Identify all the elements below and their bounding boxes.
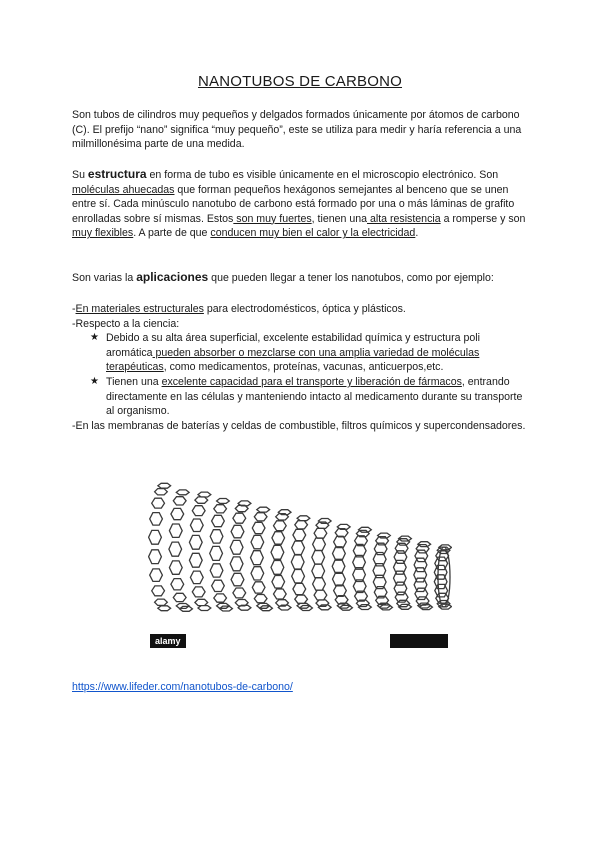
underlined-phrase: conducen muy bien el calor y la electricidad xyxy=(210,227,416,240)
list-item: -En las membranas de baterías y celdas de combustible, filtros químicos y supercondensadores. xyxy=(72,419,526,432)
nanotube-illustration xyxy=(148,462,452,652)
list-item: -Respecto a la ciencia: xyxy=(72,317,180,330)
underlined-phrase: pueden absorber o mezclarse con una amplia variedad de moléculas terapéuticas xyxy=(106,346,480,374)
star-bullet-icon: ★ xyxy=(90,375,99,387)
image-credit-box xyxy=(390,634,448,648)
applications-paragraph: Son varias la aplicaciones que pueden llegar a tener los nanotubos, como por ejemplo: xyxy=(72,270,494,284)
applications-list xyxy=(72,302,528,433)
sub-list-item: ★ Tienen una excelente capacidad para el transporte y liberación de fármacos, entrando directamente en las células y manteniendo intacto al medicamento durante su transporte al organismo. xyxy=(90,375,523,418)
page-title: NANOTUBOS DE CARBONO xyxy=(197,73,403,90)
hexagon-lattice xyxy=(149,483,452,611)
nanotube-image xyxy=(148,462,452,652)
sub-list xyxy=(72,331,528,419)
image-watermark: alamy xyxy=(150,634,186,648)
structure-keyword: estructura xyxy=(87,167,147,181)
tube-opening xyxy=(438,547,450,607)
applications-keyword: aplicaciones xyxy=(136,270,209,284)
star-bullet-icon: ★ xyxy=(90,332,99,344)
underlined-phrase: moléculas ahuecadas xyxy=(72,183,175,196)
list-item: -En materiales estructurales para electrodomésticos, óptica y plásticos. xyxy=(72,303,406,315)
underlined-phrase: alta resistencia xyxy=(367,212,441,225)
sub-list-item: ★ Debido a su alta área superficial, excelente estabilidad química y estructura poli aromática pueden absorber o mezclarse con una amplia variedad de moléculas terapéuticas, como medicamentos, proteínas, vacunas, anticuerpos,etc. xyxy=(90,332,480,374)
source-link[interactable]: https://www.lifeder.com/nanotubos-de-carbono/ xyxy=(72,681,293,693)
underlined-phrase: son muy fuertes xyxy=(233,212,312,225)
underlined-phrase: muy flexibles xyxy=(72,227,134,240)
underlined-phrase: En materiales estructurales xyxy=(75,303,204,315)
underlined-phrase: excelente capacidad para el transporte y liberación de fármacos xyxy=(161,375,462,388)
intro-paragraph: Son tubos de cilindros muy pequeños y delgados formados únicamente por átomos de carbono (C). El prefijo “nano” significa “muy pequeño”, este se utiliza para medir y haría referencia a una milmillonésima parte de una medida. xyxy=(72,109,522,151)
structure-paragraph: Su estructura en forma de tubo es visible únicamente en el microscopio electrónico. Son moléculas ahuecadas que forman pequeños hexágonos semejantes al benceno que se unen entre sí. Cada minúsculo nanotubo de carbono está formado por una o más láminas de grafito enrolladas sobre sí mismas. Estos son muy fuertes, tienen una alta resistencia a romperse y son muy flexibles. A parte de que conducen muy bien el calor y la electricidad. xyxy=(72,167,526,240)
